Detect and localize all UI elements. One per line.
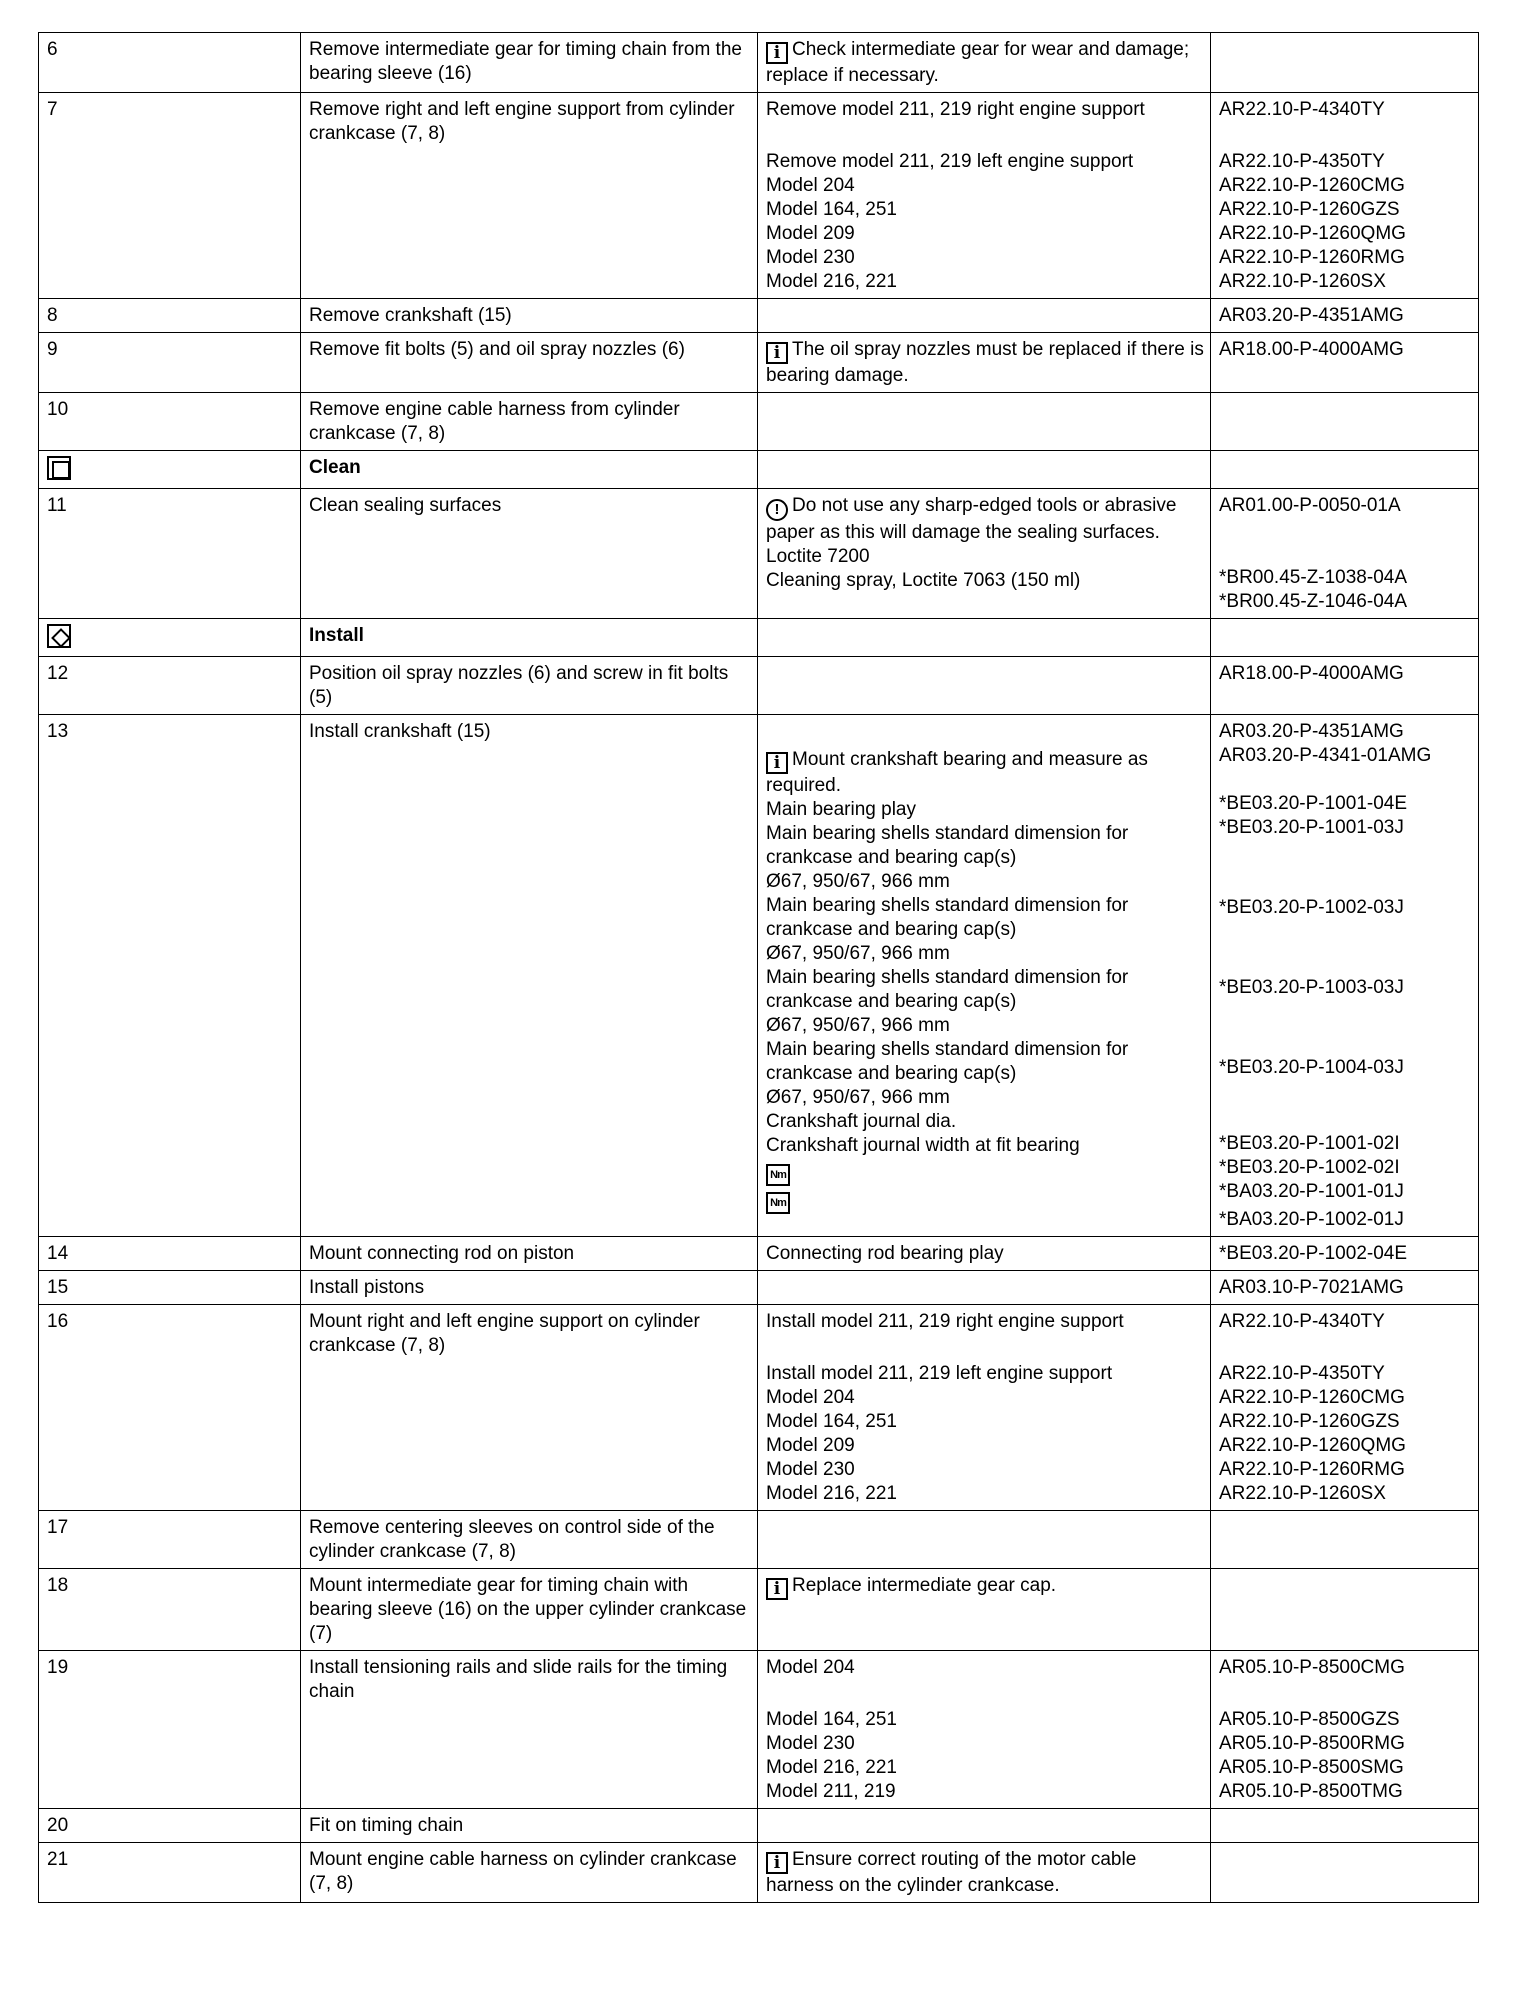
step-reference	[1211, 1305, 1479, 1511]
detail-line: Model 204	[766, 1387, 855, 1408]
step-details	[758, 93, 1211, 299]
step-description: Position oil spray nozzles (6) and screw in fit bolts (5)	[301, 657, 758, 715]
step-number: 21	[39, 1843, 301, 1903]
step-details	[758, 489, 1211, 619]
step-number: 14	[39, 1237, 301, 1271]
detail-line: Model 216, 221	[766, 271, 897, 292]
reference-code: AR22.10-P-1260GZS	[1219, 1411, 1400, 1432]
table-row	[39, 1651, 1479, 1809]
detail-line: Install model 211, 219 right engine support	[766, 1311, 1124, 1332]
step-details	[758, 1569, 1211, 1651]
step-number: 11	[39, 489, 301, 619]
reference-code: AR22.10-P-1260CMG	[1219, 1387, 1405, 1408]
step-reference	[1211, 1569, 1479, 1651]
note-text: The oil spray nozzles must be replaced if there is bearing damage.	[766, 339, 1204, 386]
detail-line: Cleaning spray, Loctite 7063 (150 ml)	[766, 570, 1081, 591]
install-section-icon	[47, 624, 71, 648]
detail-line: Crankshaft journal dia.	[766, 1111, 957, 1132]
table-row	[39, 333, 1479, 393]
step-reference	[1211, 33, 1479, 93]
reference-code: *BR00.45-Z-1046-04A	[1219, 591, 1407, 612]
step-number: 9	[39, 333, 301, 393]
step-reference	[1211, 1511, 1479, 1569]
step-description: Remove right and left engine support from cylinder crankcase (7, 8)	[301, 93, 758, 299]
step-description: Mount right and left engine support on cylinder crankcase (7, 8)	[301, 1305, 758, 1511]
section-icon-cell	[39, 451, 301, 489]
reference-code: *BE03.20-P-1003-03J	[1219, 977, 1404, 998]
table-row	[39, 93, 1479, 299]
detail-line: Model 216, 221	[766, 1483, 897, 1504]
reference-code: *BE03.20-P-1002-02I	[1219, 1157, 1400, 1178]
detail-line: Model 230	[766, 1459, 855, 1480]
step-number: 18	[39, 1569, 301, 1651]
reference-code: *BA03.20-P-1002-01J	[1219, 1209, 1404, 1230]
detail-line: Model 164, 251	[766, 1411, 897, 1432]
step-details	[758, 1271, 1211, 1305]
step-description: Remove crankshaft (15)	[301, 299, 758, 333]
step-number: 13	[39, 715, 301, 1237]
section-title: Clean	[301, 451, 758, 489]
step-details	[758, 1809, 1211, 1843]
table-row	[39, 1843, 1479, 1903]
detail-line: Model 204	[766, 1657, 855, 1678]
step-number: 19	[39, 1651, 301, 1809]
detail-line: Main bearing shells standard dimension for crankcase and bearing cap(s) Ø67, 950/67, 966 mm	[766, 1039, 1129, 1108]
detail-line: Main bearing shells standard dimension for crankcase and bearing cap(s) Ø67, 950/67, 966 mm	[766, 895, 1129, 964]
step-reference: AR18.00-P-4000AMG	[1211, 333, 1479, 393]
step-description: Install crankshaft (15)	[301, 715, 758, 1237]
step-details	[758, 657, 1211, 715]
step-reference	[1211, 1843, 1479, 1903]
reference-code: *BE03.20-P-1001-02I	[1219, 1133, 1400, 1154]
reference-code: *BE03.20-P-1002-03J	[1219, 897, 1404, 918]
section-title: Install	[301, 619, 758, 657]
detail-line: Model 216, 221	[766, 1757, 897, 1778]
reference-code: AR05.10-P-8500RMG	[1219, 1733, 1405, 1754]
table-row	[39, 1305, 1479, 1511]
step-details: Connecting rod bearing play	[758, 1237, 1211, 1271]
step-number: 8	[39, 299, 301, 333]
procedure-document	[38, 32, 1478, 1903]
step-description: Remove centering sleeves on control side of the cylinder crankcase (7, 8)	[301, 1511, 758, 1569]
note-text: Mount crankshaft bearing and measure as required.	[766, 749, 1148, 796]
step-details	[758, 33, 1211, 93]
reference-code: AR22.10-P-1260GZS	[1219, 199, 1400, 220]
detail-line: Remove model 211, 219 right engine support	[766, 99, 1145, 120]
reference-code: AR22.10-P-1260QMG	[1219, 1435, 1406, 1456]
step-description: Install tensioning rails and slide rails for the timing chain	[301, 1651, 758, 1809]
step-number: 17	[39, 1511, 301, 1569]
step-reference: AR03.10-P-7021AMG	[1211, 1271, 1479, 1305]
step-reference	[1211, 489, 1479, 619]
reference-code: AR22.10-P-1260SX	[1219, 1483, 1386, 1504]
note-text: Ensure correct routing of the motor cable harness on the cylinder crankcase.	[766, 1849, 1137, 1896]
reference-code: AR05.10-P-8500CMG	[1219, 1657, 1405, 1678]
reference-code: AR22.10-P-1260RMG	[1219, 247, 1405, 268]
step-number: 12	[39, 657, 301, 715]
step-details	[758, 1305, 1211, 1511]
detail-line: Install model 211, 219 left engine support	[766, 1363, 1113, 1384]
section-row-clean	[39, 451, 1479, 489]
table-row	[39, 1511, 1479, 1569]
detail-line: Model 230	[766, 1733, 855, 1754]
detail-line: Main bearing shells standard dimension for crankcase and bearing cap(s) Ø67, 950/67, 966 mm	[766, 823, 1129, 892]
step-details	[758, 393, 1211, 451]
table-row	[39, 489, 1479, 619]
reference-code: AR05.10-P-8500SMG	[1219, 1757, 1404, 1778]
table-row	[39, 715, 1479, 1237]
detail-line: Model 164, 251	[766, 1709, 897, 1730]
reference-code: AR22.10-P-4350TY	[1219, 1363, 1385, 1384]
reference-code: AR22.10-P-1260QMG	[1219, 223, 1406, 244]
step-reference	[1211, 93, 1479, 299]
step-number: 15	[39, 1271, 301, 1305]
step-description: Install pistons	[301, 1271, 758, 1305]
step-details	[758, 1511, 1211, 1569]
section-icon-cell	[39, 619, 301, 657]
step-reference	[1211, 393, 1479, 451]
step-details	[758, 1651, 1211, 1809]
torque-nm-icon: Nm	[766, 1192, 790, 1214]
detail-line: Model 209	[766, 223, 855, 244]
reference-code: *BE03.20-P-1001-04E	[1219, 793, 1408, 814]
step-reference	[1211, 1809, 1479, 1843]
step-details	[758, 1843, 1211, 1903]
step-reference: *BE03.20-P-1002-04E	[1211, 1237, 1479, 1271]
step-number: 20	[39, 1809, 301, 1843]
step-description: Clean sealing surfaces	[301, 489, 758, 619]
table-row	[39, 1569, 1479, 1651]
step-details	[758, 715, 1211, 1237]
table-row	[39, 1809, 1479, 1843]
info-icon: i	[766, 1578, 788, 1600]
detail-line: Crankshaft journal width at fit bearing	[766, 1135, 1080, 1156]
step-number: 7	[39, 93, 301, 299]
note-text: Do not use any sharp-edged tools or abrasive paper as this will damage the sealing surfaces.	[766, 495, 1177, 543]
info-icon: i	[766, 342, 788, 364]
info-icon: i	[766, 42, 788, 64]
detail-line: Model 230	[766, 247, 855, 268]
warning-icon: !	[766, 499, 788, 521]
step-details	[758, 333, 1211, 393]
table-row	[39, 33, 1479, 93]
step-number: 6	[39, 33, 301, 93]
table-row	[39, 1237, 1479, 1271]
table-row	[39, 393, 1479, 451]
reference-code: AR05.10-P-8500TMG	[1219, 1781, 1403, 1802]
detail-line: Loctite 7200	[766, 546, 870, 567]
step-description: Mount connecting rod on piston	[301, 1237, 758, 1271]
info-icon: i	[766, 752, 788, 774]
step-reference: AR18.00-P-4000AMG	[1211, 657, 1479, 715]
step-number: 16	[39, 1305, 301, 1511]
step-description: Remove intermediate gear for timing chain from the bearing sleeve (16)	[301, 33, 758, 93]
step-description: Remove engine cable harness from cylinder crankcase (7, 8)	[301, 393, 758, 451]
detail-line: Model 209	[766, 1435, 855, 1456]
step-description: Mount engine cable harness on cylinder crankcase (7, 8)	[301, 1843, 758, 1903]
detail-line: Remove model 211, 219 left engine support	[766, 151, 1134, 172]
reference-code: *BE03.20-P-1001-03J	[1219, 817, 1404, 838]
reference-code: AR22.10-P-4340TY	[1219, 1311, 1385, 1332]
reference-code: AR03.20-P-4341-01AMG	[1219, 745, 1432, 766]
note-text: Replace intermediate gear cap.	[792, 1575, 1057, 1596]
step-reference	[1211, 715, 1479, 1237]
step-reference: AR03.20-P-4351AMG	[1211, 299, 1479, 333]
step-details	[758, 299, 1211, 333]
section-row-install	[39, 619, 1479, 657]
clean-section-icon	[47, 456, 71, 480]
reference-code: *BA03.20-P-1001-01J	[1219, 1181, 1404, 1202]
reference-code: AR03.20-P-4351AMG	[1219, 721, 1404, 742]
step-description: Remove fit bolts (5) and oil spray nozzles (6)	[301, 333, 758, 393]
info-icon: i	[766, 1852, 788, 1874]
detail-line: Main bearing play	[766, 799, 916, 820]
procedure-table	[38, 32, 1479, 1903]
table-row	[39, 1271, 1479, 1305]
detail-line: Model 164, 251	[766, 199, 897, 220]
reference-code: *BE03.20-P-1004-03J	[1219, 1057, 1404, 1078]
detail-line: Model 211, 219	[766, 1781, 896, 1802]
step-number: 10	[39, 393, 301, 451]
reference-code: AR01.00-P-0050-01A	[1219, 495, 1401, 516]
reference-code: AR22.10-P-4340TY	[1219, 99, 1385, 120]
detail-line: Model 204	[766, 175, 855, 196]
reference-code: AR22.10-P-1260RMG	[1219, 1459, 1405, 1480]
table-row	[39, 299, 1479, 333]
torque-nm-icon: Nm	[766, 1164, 790, 1186]
step-description: Mount intermediate gear for timing chain with bearing sleeve (16) on the upper cylinder crankcase (7)	[301, 1569, 758, 1651]
step-reference	[1211, 1651, 1479, 1809]
reference-code: AR22.10-P-4350TY	[1219, 151, 1385, 172]
reference-code: AR22.10-P-1260SX	[1219, 271, 1386, 292]
reference-code: AR22.10-P-1260CMG	[1219, 175, 1405, 196]
reference-code: AR05.10-P-8500GZS	[1219, 1709, 1400, 1730]
detail-line: Main bearing shells standard dimension for crankcase and bearing cap(s) Ø67, 950/67, 966 mm	[766, 967, 1129, 1036]
step-description: Fit on timing chain	[301, 1809, 758, 1843]
table-row	[39, 657, 1479, 715]
note-text: Check intermediate gear for wear and damage; replace if necessary.	[766, 39, 1190, 86]
reference-code: *BR00.45-Z-1038-04A	[1219, 567, 1407, 588]
